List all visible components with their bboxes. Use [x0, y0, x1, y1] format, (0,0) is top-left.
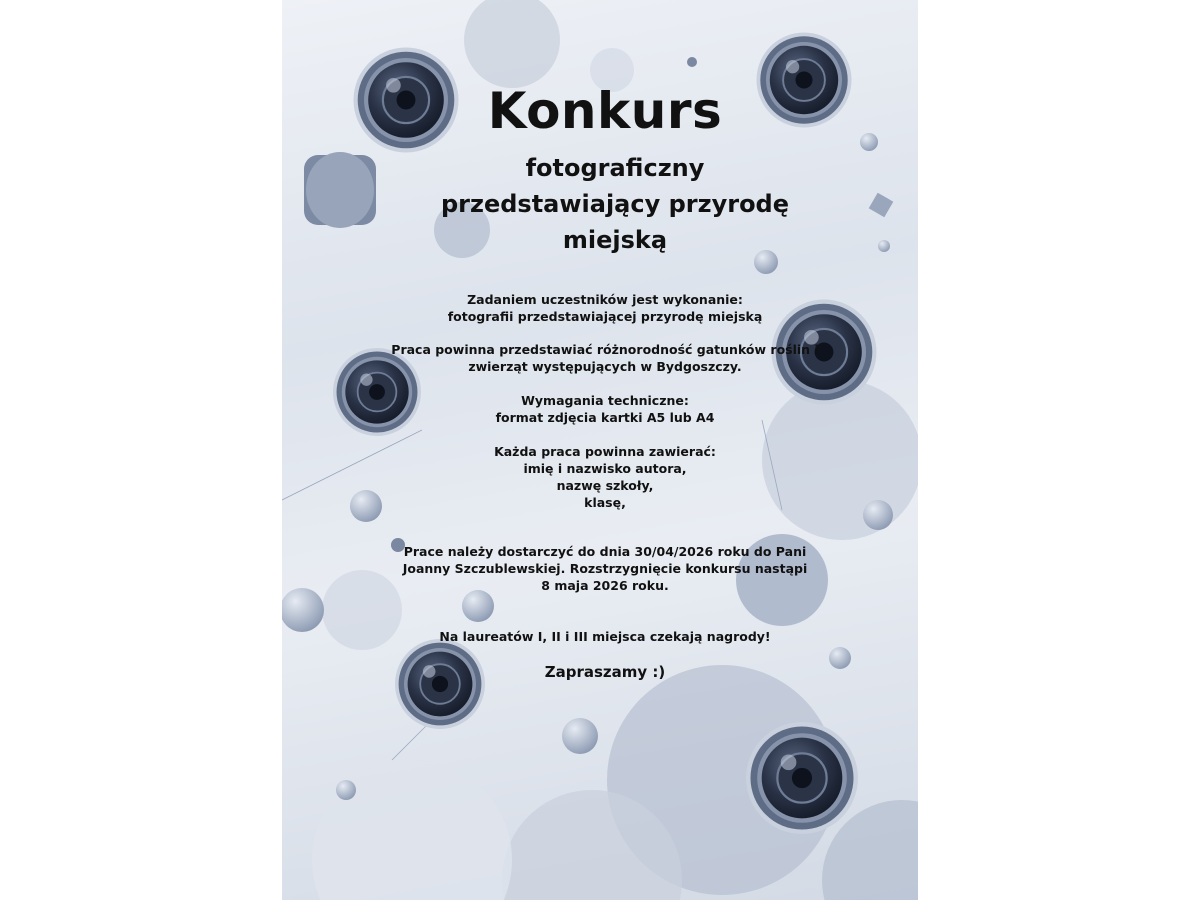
deadline-line: Prace należy dostarczyć do dnia 30/04/2026 roku do Pani [403, 544, 807, 559]
deadline-paragraph [282, 543, 918, 594]
task-line: Zadaniem uczestników jest wykonanie: [467, 292, 743, 307]
technical-heading: Wymagania techniczne: [521, 393, 689, 408]
required-contents-item: nazwę szkoły, [556, 478, 654, 493]
technical-requirements-paragraph [282, 392, 918, 426]
technical-format: format zdjęcia kartki A5 lub A4 [495, 410, 715, 425]
subtitle-line: miejską [562, 226, 668, 254]
prizes-paragraph: Na laureatów I, II i III miejsca czekają nagrody! [439, 629, 771, 644]
closing-invitation: Zapraszamy :) [544, 663, 666, 681]
content-requirement-line: Praca powinna przedstawiać różnorodność gatunków roślin i [391, 342, 819, 357]
required-contents-item: imię i nazwisko autora, [523, 461, 687, 476]
required-contents-item: klasę, [584, 495, 626, 510]
deadline-line: 8 maja 2026 roku. [541, 578, 669, 593]
poster-subtitle [282, 150, 918, 258]
required-contents-paragraph [282, 443, 918, 511]
required-contents-heading: Każda praca powinna zawierać: [494, 444, 716, 459]
subtitle-line: fotograficzny [525, 154, 705, 182]
task-paragraph [282, 291, 918, 325]
deadline-line: Joanny Szczublewskiej. Rozstrzygnięcie konkursu nastąpi [402, 561, 808, 576]
poster-text-content [282, 0, 918, 900]
contest-poster [282, 0, 918, 900]
subtitle-line: przedstawiający przyrodę [440, 190, 790, 218]
task-line: fotografii przedstawiającej przyrodę miejską [447, 309, 763, 324]
poster-title: Konkurs [487, 82, 723, 140]
content-requirement-paragraph [282, 341, 918, 375]
content-requirement-line: zwierząt występujących w Bydgoszczy. [468, 359, 742, 374]
